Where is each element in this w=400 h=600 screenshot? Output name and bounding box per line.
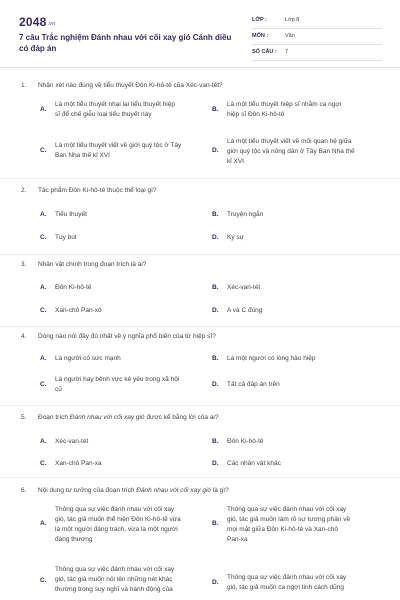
meta-value: 7 bbox=[285, 49, 289, 55]
question-text: Nhân vật chính trong đoạn trích là ai? bbox=[38, 261, 147, 268]
option-letter: D. bbox=[212, 460, 219, 467]
option-line: Thông qua sự việc đánh nhau với cối xay bbox=[227, 506, 347, 513]
option-letter: C. bbox=[40, 147, 47, 154]
option-letter: C. bbox=[40, 234, 47, 241]
option-text bbox=[227, 100, 341, 120]
question-separator bbox=[0, 326, 400, 327]
question-text-part: được kể bằng lời của ai? bbox=[144, 414, 219, 421]
option-line: sĩ để chế giễu loại tiểu thuyết này bbox=[55, 111, 152, 118]
question-heading bbox=[21, 333, 216, 340]
option-line: mọi mặt giữa Đôn Ki-hô-tê và Xan-chô bbox=[227, 526, 338, 533]
option-line: kỉ XVI bbox=[227, 158, 244, 165]
option-letter: A. bbox=[40, 106, 47, 113]
option-line: giới quý tộc và nông dân ở Tây Ban Nha thế bbox=[227, 148, 355, 155]
meta-table bbox=[252, 15, 382, 63]
option-letter: D. bbox=[212, 234, 219, 241]
option-text bbox=[227, 573, 346, 593]
question-text: Nhận xét nào đúng về tiểu thuyết Đôn Ki-hô-tê của Xéc-van-tét? bbox=[38, 82, 223, 89]
option-line: Ban Nha thế kỉ XVI bbox=[55, 152, 110, 159]
option-line: Pan-xa bbox=[227, 536, 248, 543]
option-text: Đôn Ki-hô-tê bbox=[227, 438, 264, 445]
page-title: 7 câu Trắc nghiệm Đánh nhau với cối xay gió Cánh diều có đáp án bbox=[19, 33, 232, 53]
option-line: hiệp sĩ Đôn Ki-hô-tê bbox=[227, 111, 285, 118]
option-text: Tùy bút bbox=[55, 234, 77, 241]
option-line: là một người đáng trách, vừa là một người bbox=[55, 526, 178, 533]
meta-row-class bbox=[252, 15, 382, 29]
logo-text: 2048 bbox=[19, 15, 47, 29]
question-number: 6. bbox=[21, 487, 27, 494]
question-number: 5. bbox=[21, 414, 27, 421]
option-text bbox=[227, 137, 355, 167]
question-text bbox=[38, 414, 219, 421]
option-text bbox=[55, 141, 181, 161]
option-letter: B. bbox=[212, 355, 219, 362]
option-letter: C. bbox=[40, 307, 47, 314]
question-text-part: là gì? bbox=[211, 487, 229, 494]
option-line: Là người hay bênh vực kẻ yếu trong xã hội bbox=[55, 376, 180, 383]
header-divider bbox=[0, 67, 400, 68]
option-text: Tất cả đáp án trên bbox=[227, 381, 280, 388]
option-line: Là một tiểu thuyết viết về giới quý tộc ở Tây bbox=[55, 142, 182, 149]
option-text: Truyện ngắn bbox=[227, 211, 264, 218]
option-letter: C. bbox=[40, 460, 47, 467]
question-text-part: Đoạn trích bbox=[38, 414, 70, 421]
question-text bbox=[38, 487, 229, 494]
option-letter: A. bbox=[40, 438, 47, 445]
option-letter: B. bbox=[212, 106, 219, 113]
work-title: Đánh nhau với cối xay gió bbox=[136, 487, 211, 494]
option-letter: B. bbox=[212, 211, 219, 218]
question-text-part: Nội dung tư tưởng của đoạn trích bbox=[38, 487, 137, 494]
site-logo[interactable] bbox=[19, 15, 55, 29]
option-text: Xéc-van-tét bbox=[55, 438, 89, 445]
option-text bbox=[55, 375, 179, 395]
option-text: Các nhân vật khác bbox=[227, 460, 281, 467]
question-separator bbox=[0, 477, 400, 478]
logo-suffix: .vn bbox=[47, 21, 56, 27]
question-heading bbox=[21, 187, 157, 194]
question-separator bbox=[0, 178, 400, 179]
option-letter: B. bbox=[212, 438, 219, 445]
option-letter: D. bbox=[212, 579, 219, 586]
question-number: 2. bbox=[21, 187, 27, 194]
meta-label: SỐ CÂU : bbox=[252, 49, 277, 55]
option-text bbox=[55, 100, 175, 120]
option-line: Là một tiểu thuyết nhại lại tiểu thuyết hiệp bbox=[55, 101, 175, 108]
question-heading bbox=[21, 261, 146, 268]
question-number: 4. bbox=[21, 333, 27, 340]
option-line: Là một tiểu thuyết viết về mối quan hệ giữa bbox=[227, 138, 352, 145]
option-line: Thông qua sự việc đánh nhau với cối xay bbox=[55, 566, 175, 573]
option-line: gió, tác giả muốn nói lên những nét khác bbox=[55, 576, 173, 583]
option-line: thường trong suy nghĩ và hành động của bbox=[55, 586, 173, 593]
option-text: A và C đúng bbox=[227, 307, 263, 314]
question-heading bbox=[21, 487, 229, 494]
option-text: Ký sự bbox=[227, 234, 244, 241]
option-text bbox=[55, 565, 174, 595]
option-letter: B. bbox=[212, 520, 219, 527]
option-line: đáng thương bbox=[55, 536, 93, 543]
work-title: Đánh nhau với cối xay gió bbox=[69, 414, 145, 421]
option-line: Thông qua sự việc đánh nhau với cối xay bbox=[227, 574, 347, 581]
meta-value: Lớp 8 bbox=[285, 17, 300, 23]
option-text: Tiểu thuyết bbox=[55, 211, 87, 218]
option-text bbox=[227, 505, 350, 545]
option-line: gió, tác giả muốn ca ngợi tinh cách dũng bbox=[227, 584, 345, 591]
option-line: gió, tác giả muốn thể hiện Đôn Ki-hô-tê vừa bbox=[55, 516, 181, 523]
option-line: cũ bbox=[55, 386, 62, 393]
question-number: 1. bbox=[21, 82, 27, 89]
option-letter: A. bbox=[40, 520, 47, 527]
option-text: Xéc-van-tét bbox=[227, 284, 261, 291]
option-letter: C. bbox=[40, 577, 47, 584]
question-separator bbox=[0, 405, 400, 406]
meta-row-count bbox=[252, 47, 382, 61]
meta-row-subject bbox=[252, 31, 382, 45]
option-letter: D. bbox=[212, 307, 219, 314]
option-text: Là người có sức mạnh bbox=[55, 355, 121, 362]
option-line: gió, tác giả muốn làm rõ sự tương phản về bbox=[227, 516, 351, 523]
question-number: 3. bbox=[21, 261, 27, 268]
document-header bbox=[0, 0, 400, 62]
meta-value: Văn bbox=[285, 33, 295, 39]
option-text bbox=[55, 505, 181, 545]
option-letter: C. bbox=[40, 381, 47, 388]
option-letter: A. bbox=[40, 211, 47, 218]
option-letter: D. bbox=[212, 147, 219, 154]
option-line: Thông qua sự việc đánh nhau với cối xay bbox=[55, 506, 175, 513]
option-letter: A. bbox=[40, 284, 47, 291]
question-heading bbox=[21, 414, 219, 421]
question-text: Dòng nào nói đầy đủ nhất về ý nghĩa phổ biến của từ hiệp sĩ? bbox=[38, 333, 216, 340]
question-heading bbox=[21, 82, 223, 89]
option-text: Xan-chô Pan-xô bbox=[55, 307, 102, 314]
option-text: Đôn Ki-hô-tê bbox=[55, 284, 92, 291]
meta-label: LỚP : bbox=[252, 17, 267, 23]
option-text: Xan-chô Pan-xa bbox=[55, 460, 102, 467]
question-text: Tác phẩm Đôn Ki-hô-tê thuộc thể loại gì? bbox=[38, 187, 157, 194]
option-letter: B. bbox=[212, 284, 219, 291]
option-text: Là một người có lòng hào hiệp bbox=[227, 355, 316, 362]
question-separator bbox=[0, 254, 400, 255]
option-line: Là một tiểu thuyết hiệp sĩ nhằm ca ngợi bbox=[227, 101, 342, 108]
option-letter: D. bbox=[212, 381, 219, 388]
option-letter: A. bbox=[40, 355, 47, 362]
meta-label: MÔN : bbox=[252, 33, 269, 39]
